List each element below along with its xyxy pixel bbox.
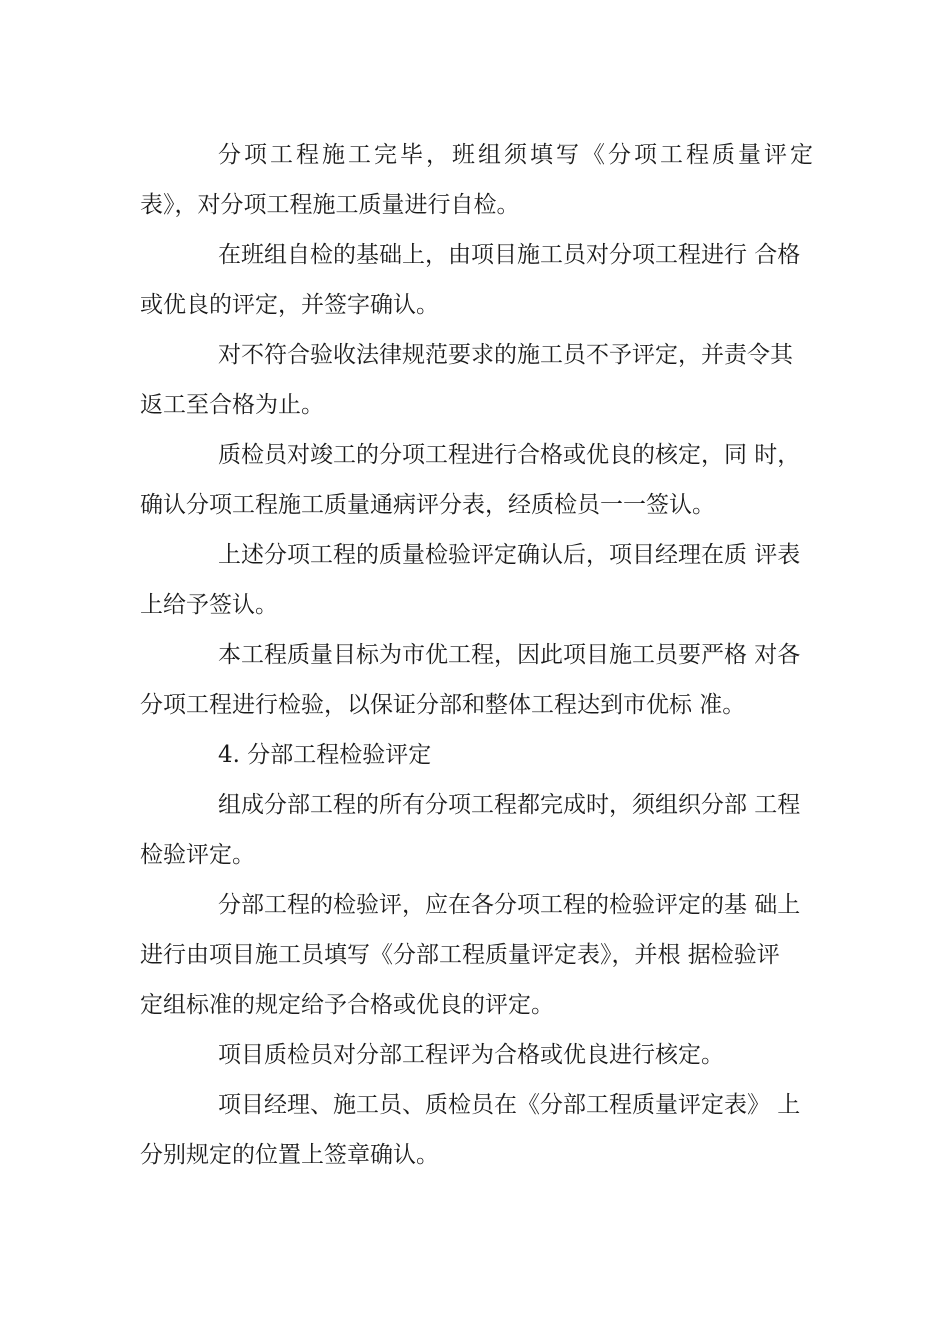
- paragraph-line: 项目质检员对分部工程评为合格或优良进行核定。: [218, 1042, 724, 1068]
- paragraph-line: 分项工程进行检验，以保证分部和整体工程达到市优标 准。: [140, 692, 746, 718]
- paragraph-line: 本工程质量目标为市优工程，因此项目施工员要严格 对各: [218, 642, 801, 668]
- paragraph-line: 质检员对竣工的分项工程进行合格或优良的核定，同 时，: [218, 442, 801, 468]
- paragraph-line: 对不符合验收法律规范要求的施工员不予评定，并责令其: [218, 342, 793, 368]
- paragraph-line: 项目经理、施工员、质检员在《分部工程质量评定表》 上: [218, 1092, 801, 1118]
- paragraph-line: 组成分部工程的所有分项工程都完成时，须组织分部 工程: [218, 792, 801, 818]
- paragraph-line: 分项工程施工完毕，班组须填写《分项工程质量评定: [218, 142, 816, 168]
- paragraph-line: 分别规定的位置上签章确认。: [140, 1142, 439, 1168]
- paragraph-line: 检验评定。: [140, 842, 255, 868]
- paragraph-line: 进行由项目施工员填写《分部工程质量评定表》，并根 据检验评: [140, 942, 780, 968]
- paragraph-line: 定组标准的规定给予合格或优良的评定。: [140, 992, 554, 1018]
- paragraph-line: 返工至合格为止。: [140, 392, 324, 418]
- paragraph-line: 表》，对分项工程施工质量进行自检。: [140, 192, 520, 218]
- paragraph-line: 在班组自检的基础上，由项目施工员对分项工程进行 合格: [218, 242, 801, 268]
- paragraph-line: 分部工程的检验评，应在各分项工程的检验评定的基 础上: [218, 892, 801, 918]
- paragraph-line: 上给予签认。: [140, 592, 278, 618]
- paragraph-line: 确认分项工程施工质量通病评分表，经质检员一一签认。: [140, 492, 715, 518]
- paragraph-line: 上述分项工程的质量检验评定确认后，项目经理在质 评表: [218, 542, 801, 568]
- section-heading: 4. 分部工程检验评定: [218, 742, 432, 768]
- paragraph-line: 或优良的评定，并签字确认。: [140, 292, 439, 318]
